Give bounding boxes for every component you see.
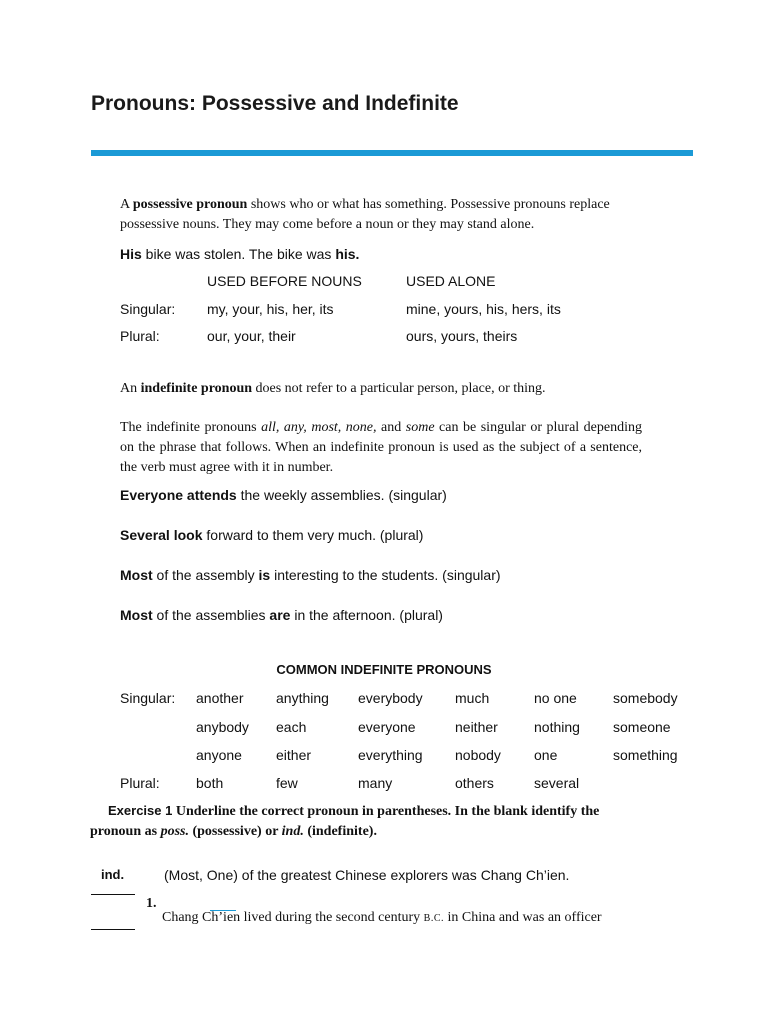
title-divider: [91, 150, 693, 156]
italic-word: ind.: [281, 824, 304, 839]
row-label-plural: Plural:: [120, 775, 160, 791]
italic-word: none,: [345, 420, 377, 435]
answer-blank-1[interactable]: [91, 929, 135, 930]
exercise-label: Exercise 1: [108, 803, 173, 818]
text: and: [376, 420, 406, 435]
text: Chang Ch’ien lived during the second century: [162, 910, 424, 925]
pronoun-others: others: [455, 775, 494, 791]
pronoun-somebody: somebody: [613, 690, 678, 706]
question-number: 1.: [146, 896, 157, 911]
pronoun-many: many: [358, 775, 393, 791]
cell-alone-singular: mine, yours, his, hers, its: [406, 301, 561, 317]
bold-word: his.: [335, 246, 360, 262]
text: of the assembly: [152, 567, 259, 583]
row-label-singular: Singular:: [120, 301, 176, 317]
text: shows who or what has something. Possessive pronouns replace possessive nouns. They may come before a noun or they may stand alone.: [120, 197, 610, 232]
col-header-used-alone: USED ALONE: [406, 273, 496, 289]
pronoun-no-one: no one: [534, 690, 577, 706]
answer-blank-example[interactable]: [91, 894, 135, 895]
text: bike was stolen. The bike was: [141, 246, 336, 262]
pronoun-nothing: nothing: [534, 719, 580, 735]
indefinite-definition: [120, 379, 650, 399]
cell-alone-plural: ours, yours, theirs: [406, 328, 518, 344]
cell-before-singular: my, your, his, her, its: [207, 301, 334, 317]
italic-word: any,: [283, 420, 307, 435]
pronoun-something: something: [613, 747, 678, 763]
possessive-example: [120, 246, 359, 262]
indefinite-explanation: [120, 418, 642, 478]
text: forward to them very much. (plural): [202, 527, 424, 543]
italic-word: some: [405, 420, 435, 435]
common-pronouns-heading: COMMON INDEFINITE PRONOUNS: [276, 662, 492, 677]
question-1: [162, 910, 602, 926]
italic-word: all,: [261, 420, 280, 435]
row-label-singular: Singular:: [120, 690, 176, 706]
bold-word: are: [269, 607, 291, 623]
pronoun-another: another: [196, 690, 244, 706]
example-sentence: [120, 607, 443, 623]
pronoun-anything: anything: [276, 690, 329, 706]
italic-word: poss.: [160, 824, 189, 839]
pronoun-either: either: [276, 747, 312, 763]
bold-phrase: Most: [120, 607, 153, 623]
text: The indefinite pronouns: [120, 420, 262, 435]
pronoun-nobody: nobody: [455, 747, 501, 763]
pronoun-someone: someone: [613, 719, 671, 735]
text: (possessive) or: [188, 824, 282, 839]
page-title: Pronouns: Possessive and Indefinite: [91, 92, 459, 115]
text: (indefinite).: [303, 824, 377, 839]
text: of the assemblies: [152, 607, 270, 623]
term-possessive-pronoun: possessive pronoun: [132, 197, 248, 212]
italic-word: most,: [311, 420, 342, 435]
small-caps-bc: B.C.: [423, 913, 445, 924]
col-header-before-nouns: USED BEFORE NOUNS: [207, 273, 362, 289]
text: the weekly assemblies. (singular): [236, 487, 447, 503]
example-sentence: [120, 567, 501, 583]
pronoun-anyone: anyone: [196, 747, 242, 763]
bold-word: His: [120, 246, 142, 262]
example-sentence: [120, 487, 447, 503]
possessive-definition: [120, 195, 650, 235]
pronoun-both: both: [196, 775, 224, 791]
pronoun-everyone: everyone: [358, 719, 416, 735]
cell-before-plural: our, your, their: [207, 328, 296, 344]
text: interesting to the students. (singular): [270, 567, 501, 583]
text: does not refer to a particular person, place, or thing.: [252, 381, 546, 396]
row-label-plural: Plural:: [120, 328, 160, 344]
text: in the afternoon. (plural): [290, 607, 443, 623]
pronoun-one: one: [534, 747, 558, 763]
example-sentence: [120, 527, 423, 543]
pronoun-everything: everything: [358, 747, 423, 763]
pronoun-several: several: [534, 775, 580, 791]
pronoun-neither: neither: [455, 719, 498, 735]
text: in China and was an officer: [444, 910, 602, 925]
term-indefinite-pronoun: indefinite pronoun: [140, 381, 253, 396]
text: can be singular or plural depending on the phrase that follows. When an indefinite pronoun is used as the subject of a sentence, the verb must agree with it in number.: [120, 420, 643, 475]
bold-word: is: [258, 567, 271, 583]
pronoun-anybody: anybody: [196, 719, 249, 735]
bold-phrase: Several look: [120, 527, 203, 543]
pronoun-each: each: [276, 719, 307, 735]
exercise-instructions: [90, 801, 650, 842]
example-answer: ind.: [101, 867, 125, 882]
example-question: (Most, One) of the greatest Chinese explorers was Chang Ch’ien.: [164, 867, 570, 883]
pronoun-everybody: everybody: [358, 690, 423, 706]
text: A: [120, 197, 133, 212]
bold-phrase: Everyone attends: [120, 487, 237, 503]
pronoun-few: few: [276, 775, 298, 791]
text: Underline the correct pronoun in parentheses. In the blank identify the pronoun as: [90, 804, 600, 839]
bold-phrase: Most: [120, 567, 153, 583]
text: An: [120, 381, 141, 396]
pronoun-much: much: [455, 690, 490, 706]
